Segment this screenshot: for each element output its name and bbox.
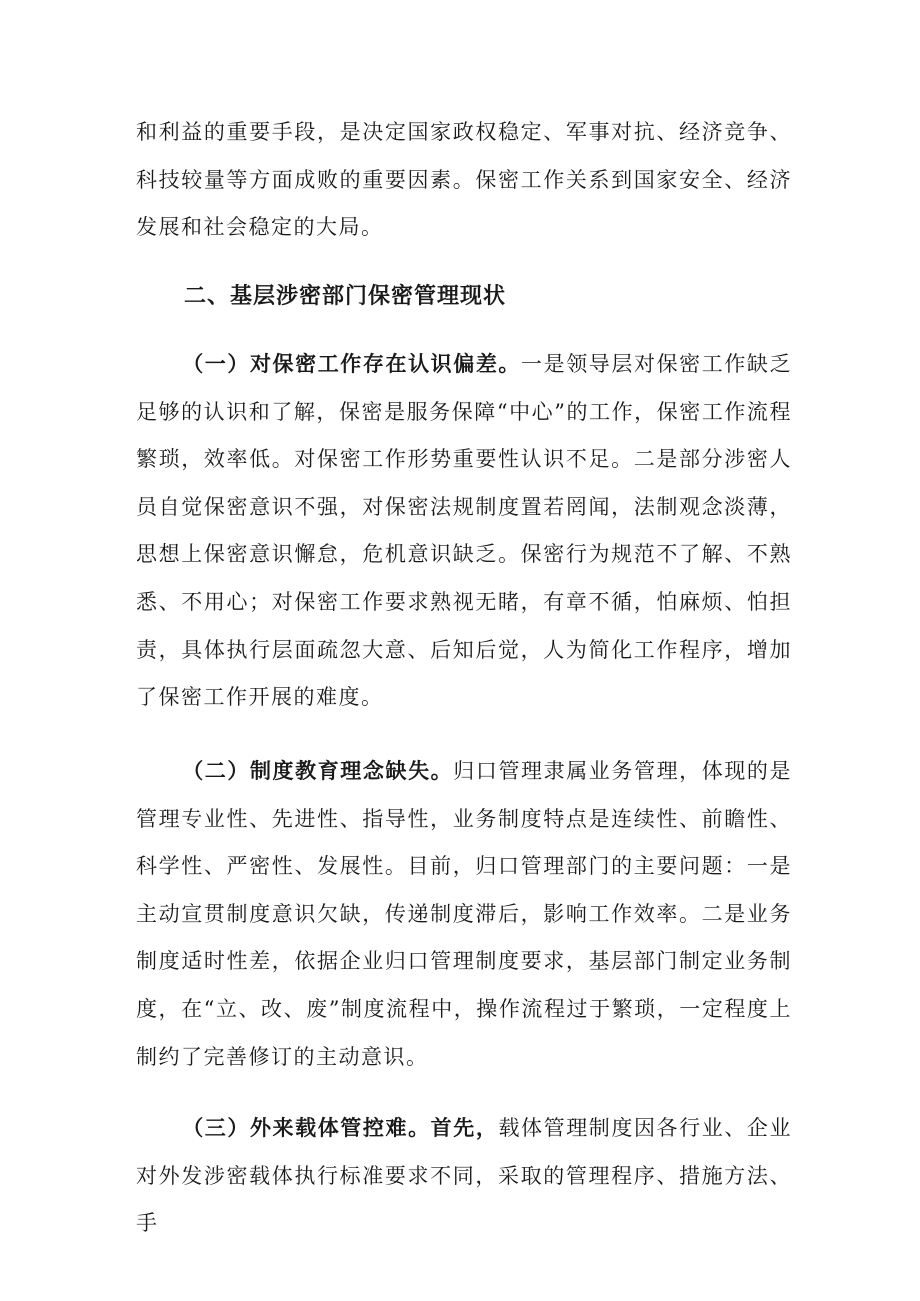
intro-paragraph-text: 和利益的重要手段，是决定国家政权稳定、军事对抗、经济竞争、科技较量等方面成败的重要因素。保密工作关系到国家安全、经济发展和社会稳定的大局。 — [136, 120, 792, 240]
paragraph-awareness-deviation — [136, 340, 792, 722]
paragraph-external-carriers — [136, 1104, 792, 1248]
paragraph-2-text: 归口管理隶属业务管理，体现的是管理专业性、先进性、指导性，业务制度特点是连续性、前瞻性、科学性、严密性、发展性。目前，归口管理部门的主要问题：一是主动宣贯制度意识欠缺，传递制度滞后，影响工作效率。二是业务制度适时性差，依据企业归口管理制度要求，基层部门制定业务制度，在“立、改、废”制度流程中，操作流程过于繁琐，一定程度上制约了完善修订的主动意识。 — [136, 759, 793, 1069]
paragraph-1-lead: （一）对保密工作存在认识偏差。 — [182, 351, 522, 376]
paragraph-system-education — [136, 747, 792, 1081]
paragraph-2-lead: （二）制度教育理念缺失。 — [182, 758, 454, 783]
section-heading: 二、基层涉密部门保密管理现状 — [184, 284, 507, 309]
paragraph-3-text: 载体管理制度因各行业、企业对外发涉密载体执行标准要求不同，采取的管理程序、措施方法、手 — [136, 1116, 793, 1236]
intro-paragraph — [136, 109, 792, 252]
paragraph-3-lead: （三）外来载体管控难。首先， — [182, 1115, 499, 1140]
paragraph-1-text: 一是领导层对保密工作缺乏足够的认识和了解，保密是服务保障“中心”的工作，保密工作流程繁琐，效率低。对保密工作形势重要性认识不足。二是部分涉密人员自觉保密意识不强，对保密法规制度置若罔闻，法制观念淡薄，思想上保密意识懈怠，危机意识缺乏。保密行为规范不了解、不熟悉、不用心；对保密工作要求熟视无睹，有章不循，怕麻烦、怕担责，具体执行层面疏忽大意、后知后觉，人为简化工作程序，增加了保密工作开展的难度。 — [136, 352, 793, 710]
